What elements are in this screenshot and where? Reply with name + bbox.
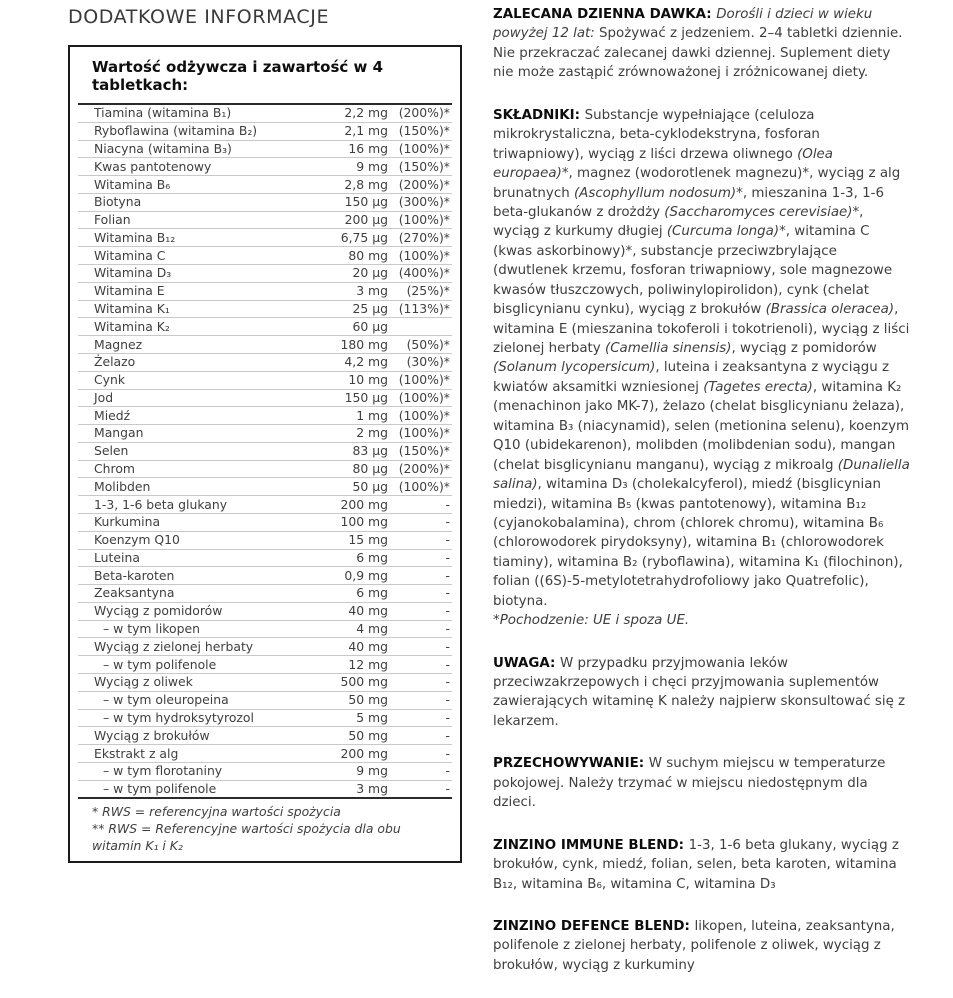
table-row (78, 496, 452, 514)
nutrient-name: Beta-karoten (78, 567, 296, 585)
nutrient-amount: 3 mg (296, 282, 388, 300)
table-row (78, 425, 452, 443)
nutrient-rws-percent: (100%)* (388, 140, 452, 158)
nutrient-name: Kurkumina (78, 513, 296, 531)
nutrient-name: Ryboflawina (witamina B₂) (78, 122, 296, 140)
table-row (78, 389, 452, 407)
nutrient-name: – w tym likopen (78, 620, 296, 638)
nutrient-rws-percent: (150%)* (388, 122, 452, 140)
text-segment: (Ascophyllum nodosum) (573, 185, 737, 201)
text-segment: *, magnez (wodorotlenek magnezu)*, wyciąg z alg brunatnych (493, 166, 901, 201)
text-segment: *Pochodzenie: UE i spoza UE. (493, 613, 690, 629)
nutrient-rws-percent: (270%)* (388, 229, 452, 247)
nutrient-amount: 2,1 mg (296, 122, 388, 140)
text-segment: , witamina K₂ (menachinon jako MK-7), żelazo (chelat bisglicynianu żelaza), witamina B₃ (niacynamid), selen (metionina selenu), koenzym Q10 (ubidekarenon), molibden (molibdenian sodu), mangan (chelat bisglicynianu manganu), wyciąg z mikroalg (493, 379, 910, 473)
paragraph (493, 754, 912, 812)
text-segment: ZINZINO IMMUNE BLEND: (493, 837, 689, 853)
nutrient-amount: 60 µg (296, 318, 388, 336)
nutrient-name: Luteina (78, 549, 296, 567)
table-row (78, 193, 452, 211)
nutrient-amount: 10 mg (296, 371, 388, 389)
nutrient-amount: 100 mg (296, 513, 388, 531)
nutrient-amount: 20 µg (296, 265, 388, 283)
nutrient-rws-percent: (200%)* (388, 176, 452, 194)
nutrient-amount: 6,75 µg (296, 229, 388, 247)
nutrient-rws-percent: - (388, 496, 452, 514)
nutrient-rws-percent: (200%)* (388, 460, 452, 478)
nutrient-rws-percent: (100%)* (388, 371, 452, 389)
nutrient-amount: 40 mg (296, 638, 388, 656)
table-row (78, 709, 452, 727)
text-segment: (Saccharomyces cerevisiae) (664, 204, 853, 220)
nutrient-amount: 4 mg (296, 620, 388, 638)
table-row (78, 407, 452, 425)
nutrient-amount: 9 mg (296, 762, 388, 780)
text-segment: (Curcuma longa) (666, 224, 780, 240)
text-segment: Spożywać z jedzeniem. 2–4 tabletki dziennie. Nie przekraczać zalecanej dawki dziennej. Suplement diety nie może zastąpić zrównoważonej i zróżnicowanej diety. (493, 26, 903, 81)
text-segment: W przypadku przyjmowania leków przeciwzakrzepowych i chęci przyjmowania suplementów zawierających witaminę K należy najpierw skonsultować się z lekarzem. (493, 655, 906, 729)
nutrient-name: – w tym florotaniny (78, 762, 296, 780)
table-row (78, 229, 452, 247)
nutrient-name: Selen (78, 442, 296, 460)
nutrient-amount: 2 mg (296, 425, 388, 443)
table-footnotes (78, 797, 452, 861)
table-row (78, 442, 452, 460)
table-row (78, 762, 452, 780)
nutrient-rws-percent: - (388, 691, 452, 709)
nutrient-rws-percent: (200%)* (388, 104, 452, 122)
nutrient-name: Koenzym Q10 (78, 531, 296, 549)
text-segment: ZALECANA DZIENNA DAWKA: (493, 7, 717, 22)
table-row (78, 247, 452, 265)
nutrient-rws-percent: - (388, 602, 452, 620)
nutrition-table-header-row (78, 47, 452, 104)
table-row (78, 478, 452, 496)
nutrient-amount: 200 mg (296, 496, 388, 514)
nutrient-amount: 4,2 mg (296, 353, 388, 371)
nutrient-name: Folian (78, 211, 296, 229)
text-segment: Dorośli i dzieci w wieku powyżej 12 lat: (493, 7, 873, 42)
paragraph (493, 836, 912, 894)
table-row (78, 265, 452, 283)
nutrient-name: Zeaksantyna (78, 585, 296, 603)
text-segment: *, wyciąg z kurkumy długiej (493, 204, 864, 240)
footnote: ** RWS = Referencyjne wartości spożycia dla obu witamin K₁ i K₂ (92, 821, 401, 854)
nutrient-rws-percent: (400%)* (388, 265, 452, 283)
table-row (78, 300, 452, 318)
table-row (78, 727, 452, 745)
nutrient-name: Molibden (78, 478, 296, 496)
nutrient-rws-percent: - (388, 585, 452, 603)
nutrient-rws-percent: - (388, 638, 452, 656)
nutrient-name: – w tym polifenole (78, 656, 296, 674)
nutrient-name: Wyciąg z brokułów (78, 727, 296, 745)
table-row (78, 674, 452, 692)
nutrient-amount: 50 mg (296, 691, 388, 709)
nutrient-amount: 200 mg (296, 745, 388, 763)
nutrient-rws-percent: (100%)* (388, 247, 452, 265)
nutrient-rws-percent (388, 318, 452, 336)
nutrient-amount: 150 µg (296, 389, 388, 407)
page-title: DODATKOWE INFORMACJE (68, 6, 330, 28)
text-segment: , witamina D₃ (cholekalcyferol), miedź (bisglicynian miedzi), witamina B₅ (kwas pantotenowy), witamina B₁₂ (cyjanokobalamina), chrom (chlorek chromu), witamina B₆ (chlorowodorek pirydoksyny), witamina B₁ (chlorowodorek tiaminy), witamina B₂ (ryboflawina), witamina K₁ (filochinon), folian ((6S)-5-metylotetrahydrofoliowy jako Quatrefolic), biotyna. (493, 477, 903, 609)
nutrition-panel (68, 45, 462, 863)
nutrient-name: 1-3, 1-6 beta glukany (78, 496, 296, 514)
nutrient-amount: 80 mg (296, 247, 388, 265)
nutrient-name: Witamina K₁ (78, 300, 296, 318)
nutrient-amount: 3 mg (356, 781, 388, 797)
section-przechowywanie (493, 754, 912, 812)
text-segment: (Tagetes erecta) (703, 379, 813, 395)
paragraph (493, 917, 912, 975)
table-row (78, 460, 452, 478)
nutrient-amount: 12 mg (296, 656, 388, 674)
nutrient-name: Witamina B₆ (78, 176, 296, 194)
text-segment: *, mieszanina 1-3, 1-6 beta-glukanów z drożdży (493, 185, 884, 220)
nutrient-name: Cynk (78, 371, 296, 389)
nutrient-name: Wyciąg z oliwek (78, 674, 296, 692)
info-sections (493, 5, 912, 998)
table-row (78, 513, 452, 531)
nutrient-amount: 150 µg (296, 193, 388, 211)
nutrient-amount: 200 µg (296, 211, 388, 229)
section-zinzino-immune-blend (493, 836, 912, 894)
text-segment: ZINZINO DEFENCE BLEND: (493, 918, 695, 934)
nutrient-name: Biotyna (78, 193, 296, 211)
nutrient-amount: 50 µg (296, 478, 388, 496)
nutrient-name: Witamina K₂ (78, 318, 296, 336)
nutrient-rws-percent: (150%)* (388, 158, 452, 176)
text-segment: , wyciąg z pomidorów (731, 341, 877, 356)
nutrient-name: Witamina E (78, 282, 296, 300)
nutrient-amount: 9 mg (296, 158, 388, 176)
table-row (78, 691, 452, 709)
nutrient-amount: 25 µg (296, 300, 388, 318)
nutrient-amount: 16 mg (296, 140, 388, 158)
nutrient-rws-percent: - (388, 745, 452, 763)
nutrient-amount: 6 mg (296, 549, 388, 567)
nutrient-name: Witamina D₃ (78, 265, 296, 283)
section-zinzino-defence-blend (493, 917, 912, 975)
nutrient-rws-percent: - (388, 531, 452, 549)
text-segment: *, witamina C (kwas askorbinowy)*, substancje przeciwzbrylające (dwutlenek krzemu, fosforan triwapniowy, sole magnezowe kwasów tłuszczowych, poliwinylopirolidon), cynk (chelat bisglicynianu cynku), wyciąg z brokułów (493, 224, 893, 318)
text-segment: likopen, luteina, zeaksantyna, polifenole z zielonej herbaty, polifenole z oliwek, wyciąg z brokułów, wyciąg z kurkuminy (493, 918, 895, 973)
paragraph (493, 611, 912, 630)
nutrient-name: Mangan (78, 425, 296, 443)
nutrient-amount: 2,2 mg (296, 104, 388, 122)
text-segment: SKŁADNIKI: (493, 107, 585, 123)
nutrition-table-title: Wartość odżywcza i zawartość w 4 tabletkach: (78, 47, 452, 104)
section-zalecana-dzienna-dawka (493, 5, 912, 83)
table-row (78, 158, 452, 176)
nutrient-name: Miedź (78, 407, 296, 425)
nutrient-amount: 50 mg (296, 727, 388, 745)
text-segment: (Dunaliella salina) (493, 457, 910, 493)
nutrient-name: Chrom (78, 460, 296, 478)
nutrient-name: Wyciąg z zielonej herbaty (78, 638, 296, 656)
nutrient-name: Wyciąg z pomidorów (78, 602, 296, 620)
text-segment: (Camellia sinensis) (604, 341, 732, 356)
nutrient-name: Ekstrakt z alg (78, 745, 296, 763)
text-segment: PRZECHOWYWANIE: (493, 756, 649, 772)
table-row (78, 656, 452, 674)
nutrient-name: Witamina B₁₂ (78, 229, 296, 247)
nutrient-rws-percent: - (388, 567, 452, 585)
table-row (78, 531, 452, 549)
table-row (78, 549, 452, 567)
section-skladniki (493, 106, 912, 631)
nutrient-rws-percent: (25%)* (388, 282, 452, 300)
table-row (78, 780, 452, 797)
nutrient-rws-percent: - (388, 549, 452, 567)
nutrient-amount: 180 mg (296, 336, 388, 354)
table-row (78, 567, 452, 585)
nutrient-amount: 0,9 mg (296, 567, 388, 585)
nutrient-amount: 6 mg (296, 585, 388, 603)
table-row (78, 745, 452, 763)
nutrient-rws-percent: - (388, 674, 452, 692)
table-row (78, 353, 452, 371)
nutrient-rws-percent: - (388, 709, 452, 727)
nutrient-name: Żelazo (78, 353, 296, 371)
text-segment: (Brassica oleracea) (765, 302, 895, 318)
nutrient-name: Tiamina (witamina B₁) (78, 104, 296, 122)
text-segment: UWAGA: (493, 655, 561, 671)
table-row (78, 638, 452, 656)
nutrient-name: Witamina C (78, 247, 296, 265)
nutrient-name: – w tym hydroksytyrozol (78, 709, 296, 727)
nutrient-name: Kwas pantotenowy (78, 158, 296, 176)
table-row (78, 176, 452, 194)
left-column (68, 6, 462, 863)
nutrition-table-body (78, 104, 452, 797)
paragraph (493, 106, 912, 611)
table-row (78, 585, 452, 603)
nutrition-table (78, 47, 452, 797)
nutrient-rws-percent: - (388, 762, 452, 780)
nutrient-name: – w tym oleuropeina (78, 691, 296, 709)
nutrient-rws-percent: (100%)* (388, 211, 452, 229)
nutrient-name: – w tym polifenole (103, 781, 217, 797)
nutrient-rws-percent: (100%)* (388, 389, 452, 407)
table-row (78, 318, 452, 336)
table-row (78, 336, 452, 354)
nutrient-rws-percent: - (388, 513, 452, 531)
nutrient-amount: 15 mg (296, 531, 388, 549)
text-segment: W suchym miejscu w temperaturze pokojowej. Należy trzymać w miejscu niedostępnym dla dzieci. (493, 756, 886, 811)
footnote: * RWS = referencyjna wartości spożycia (92, 804, 341, 820)
paragraph (493, 654, 912, 732)
table-row (78, 620, 452, 638)
nutrient-rws-percent: (113%)* (388, 300, 452, 318)
table-row (78, 211, 452, 229)
nutrient-name: Niacyna (witamina B₃) (78, 140, 296, 158)
nutrient-rws-percent: - (445, 781, 450, 797)
nutrient-amount: 1 mg (296, 407, 388, 425)
table-row (78, 122, 452, 140)
nutrient-rws-percent: (300%)* (388, 193, 452, 211)
nutrient-rws-percent: - (388, 620, 452, 638)
table-row (78, 602, 452, 620)
nutrient-amount: 5 mg (296, 709, 388, 727)
nutrient-amount: 40 mg (296, 602, 388, 620)
nutrient-rws-percent: (100%)* (388, 407, 452, 425)
nutrient-amount: 83 µg (296, 442, 388, 460)
nutrient-amount: 500 mg (296, 674, 388, 692)
table-row (78, 140, 452, 158)
table-row (78, 104, 452, 122)
nutrient-rws-percent: (100%)* (388, 478, 452, 496)
nutrient-rws-percent: - (388, 656, 452, 674)
section-uwaga (493, 654, 912, 732)
text-segment: , luteina i zeaksantyna z wyciągu z kwiatów aksamitki wzniesionej (493, 360, 889, 395)
nutrient-rws-percent: (150%)* (388, 442, 452, 460)
nutrient-amount: 80 µg (296, 460, 388, 478)
nutrient-amount: 2,8 mg (296, 176, 388, 194)
text-segment: (Olea europaea) (493, 146, 833, 182)
nutrient-name: Magnez (78, 336, 296, 354)
nutrient-rws-percent: (30%)* (388, 353, 452, 371)
nutrient-rws-percent: (50%)* (388, 336, 452, 354)
nutrient-rws-percent: (100%)* (388, 425, 452, 443)
table-row (78, 371, 452, 389)
nutrient-rws-percent: - (388, 727, 452, 745)
text-segment: Substancje wypełniające (celuloza mikrokrystaliczna, beta-cyklodekstryna, fosforan triwapniowy), wyciąg z liści drzewa oliwnego (493, 107, 820, 162)
text-segment: 1-3, 1-6 beta glukany, wyciąg z brokułów, cynk, miedź, folian, selen, beta karoten, witamina B₁₂, witamina B₆, witamina C, witamina D₃ (493, 837, 899, 892)
paragraph (493, 5, 912, 83)
text-segment: , witamina E (mieszanina tokoferoli i tokotrienoli), wyciąg z liści zielonej herbaty (493, 302, 910, 356)
nutrient-name: Jod (78, 389, 296, 407)
table-row (78, 282, 452, 300)
text-segment: (Solanum lycopersicum) (493, 360, 656, 376)
